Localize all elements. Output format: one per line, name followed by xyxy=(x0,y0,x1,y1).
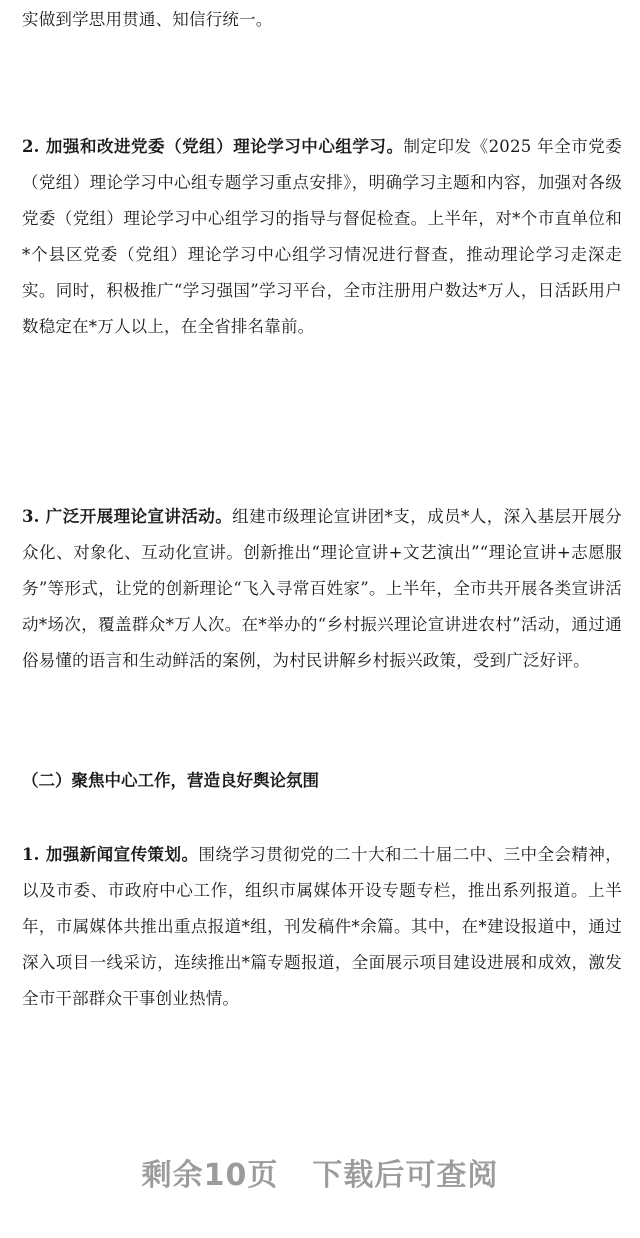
paragraph-body: 围绕学习贯彻党的二十大和二十届二中、三中全会精神，以及市委、市政府中心工作，组织市属媒体开设专题专栏，推出系列报道。上半年，市属媒体共推出重点报道*组，刊发稿件*余篇。其中，在*建设报道中，通过深入项目一线采访，连续推出*篇专题报道，全面展示项目建设进展和成效，激发全市干部群众干事创业热情。 xyxy=(22,845,622,1008)
paragraph-lead: 1. 加强新闻宣传策划。 xyxy=(22,845,199,864)
download-to-read-more-banner[interactable] xyxy=(0,1150,640,1194)
remaining-pages-label: 剩余10页 xyxy=(141,1158,279,1193)
paragraph-lead: 2. 加强和改进党委（党组）理论学习中心组学习。 xyxy=(22,137,404,156)
paragraph-lead: 3. 广泛开展理论宣讲活动。 xyxy=(22,507,233,526)
paragraph-text: 实做到学思用贯通、知信行统一。 xyxy=(22,10,273,29)
paragraph-theory-study-group xyxy=(22,129,622,345)
paragraph-theory-lectures xyxy=(22,499,622,679)
paragraph-continuation xyxy=(22,2,622,38)
paragraph-news-planning xyxy=(22,837,622,1017)
paragraph-body: 制定印发《2025 年全市党委（党组）理论学习中心组专题学习重点安排》，明确学习主题和内容，加强对各级党委（党组）理论学习中心组学习的指导与督促检查。上半年，对*个市直单位和*个县区党委（党组）理论学习中心组学习情况进行督查，推动理论学习走深走实。同时，积极推广“学习强国”学习平台，全市注册用户数达*万人，日活跃用户数稳定在*万人以上，在全省排名靠前。 xyxy=(22,137,622,336)
paragraph-body: 组建市级理论宣讲团*支，成员*人，深入基层开展分众化、对象化、互动化宣讲。创新推出“理论宣讲+文艺演出”“理论宣讲+志愿服务”等形式，让党的创新理论“飞入寻常百姓家”。上半年，全市共开展各类宣讲活动*场次，覆盖群众*万人次。在*举办的“乡村振兴理论宣讲进农村”活动，通过通俗易懂的语言和生动鲜活的案例，为村民讲解乡村振兴政策，受到广泛好评。 xyxy=(22,507,622,670)
download-to-view-label: 下载后可查阅 xyxy=(312,1158,499,1193)
section-heading: （二）聚焦中心工作，营造良好舆论氛围 xyxy=(22,771,319,790)
